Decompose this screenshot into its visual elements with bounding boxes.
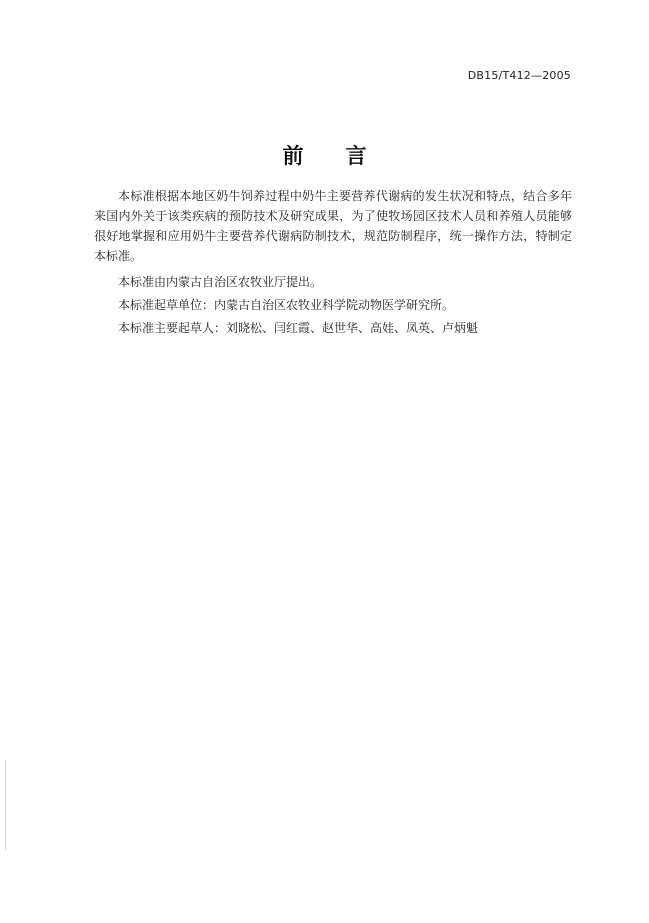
paragraph-drafters: 本标准主要起草人：刘晓松、闫红霞、赵世华、高娃、凤英、卢炳魁 bbox=[118, 321, 479, 335]
paragraph-drafting-unit: 本标准起草单位：内蒙古自治区农牧业科学院动物医学研究所。 bbox=[118, 298, 455, 312]
page-title: 前言 bbox=[282, 144, 409, 168]
paragraph-purpose: 本标准根据本地区奶牛饲养过程中奶牛主要营养代谢病的发生状况和特点，结合多年来国内外关于该类疾病的预防技术及研究成果，为了使牧场园区技术人员和养殖人员能够很好地掌握和应用奶牛主要营养代谢病防制技术，规范防制程序，统一操作方法，特制定本标准。 bbox=[94, 189, 572, 263]
foreword-body bbox=[94, 186, 572, 341]
paragraph-proposer: 本标准由内蒙古自治区农牧业厅提出。 bbox=[118, 275, 323, 289]
scan-edge-mark bbox=[5, 760, 6, 850]
document-code: DB15/T412—2005 bbox=[467, 69, 571, 82]
